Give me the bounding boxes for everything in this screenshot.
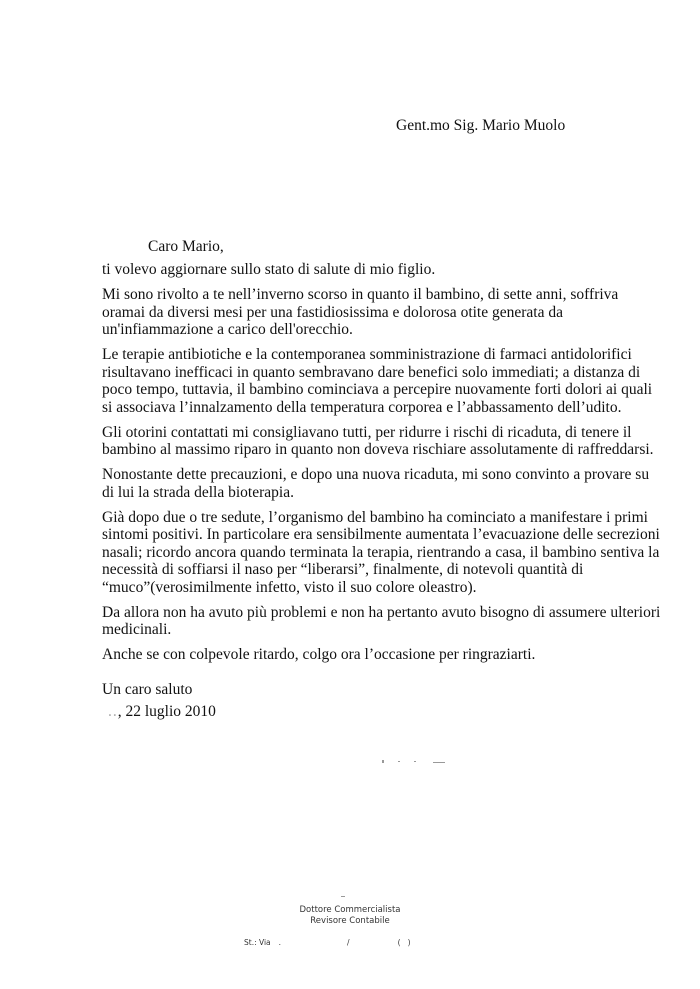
address-prefix: St.: Via <box>244 938 271 947</box>
paragraph: Gli otorini contattati mi consigliavano tutti, per ridurre i rischi di ricaduta, di tenere il bambino al massimo riparo in quanto non doveva rischiare assolutamente di raffreddarsi. <box>102 423 654 458</box>
date: , 22 luglio 2010 <box>117 703 216 720</box>
closing: Un caro saluto <box>102 681 193 698</box>
paragraph: Le terapie antibiotiche e la contemporanea somministrazione di farmaci antidolorifici risultavano inefficaci in quanto sembravano dare benefici solo immediati; a distanza di poco tempo, tuttavia, il bambino cominciava a percepire nuovamente forti dolori ai quali si associava l’innalzamento della temperatura corporea e l’abbassamento dell’udito. <box>102 346 653 416</box>
address-slash: / <box>347 938 350 947</box>
paragraph: Già dopo due o tre sedute, l’organismo del bambino ha cominciato a manifestare i primi sintomi positivi. In particolare era sensibilmente aumentata l’evacuazione delle secrezioni nasali; ricordo ancora quando terminata la terapia, rientrando a casa, il bambino sentiva la necessità di soffiarsi il naso per “liberarsi”, finalmente, di notevoli quantità di “muco”(verosimilmente infetto, visto il suo colore oleastro). <box>102 508 660 596</box>
footer-title-line2: Revisore Contabile <box>310 915 390 926</box>
paragraph: ti volevo aggiornare sullo stato di salute di mio figlio. <box>102 261 436 278</box>
paragraph: Anche se con colpevole ritardo, colgo ora l’occasione per ringraziarti. <box>102 646 536 663</box>
footer-address <box>244 938 411 947</box>
paragraph: Da allora non ha avuto più problemi e non ha pertanto avuto bisogno di assumere ulteriori medicinali. <box>102 603 661 638</box>
date-line <box>108 703 216 721</box>
address-paren-open: ( <box>397 938 401 947</box>
footer-title-line1: Dottore Commercialista <box>299 905 401 915</box>
paragraph: Nonostante dette precauzioni, e dopo una nuova ricaduta, mi sono convinto a provare su di lui la strada della bioterapia. <box>102 466 650 501</box>
address-paren-close: ) <box>407 938 411 947</box>
signature-marks <box>378 758 448 768</box>
footer-letterhead <box>0 905 700 926</box>
salutation: Caro Mario, <box>148 238 224 255</box>
letter-body <box>102 261 662 671</box>
redacted-place: .. <box>108 703 118 720</box>
redaction-mark <box>341 896 345 897</box>
address-dot: . <box>278 938 282 947</box>
paragraph: Mi sono rivolto a te nell’inverno scorso in quanto il bambino, di sette anni, soffriva oramai da diversi mesi per una fastidiosissima e dolorosa otite generata da un'infiammazione a carico dell'orecchio. <box>102 286 619 338</box>
recipient-line: Gent.mo Sig. Mario Muolo <box>396 117 566 134</box>
